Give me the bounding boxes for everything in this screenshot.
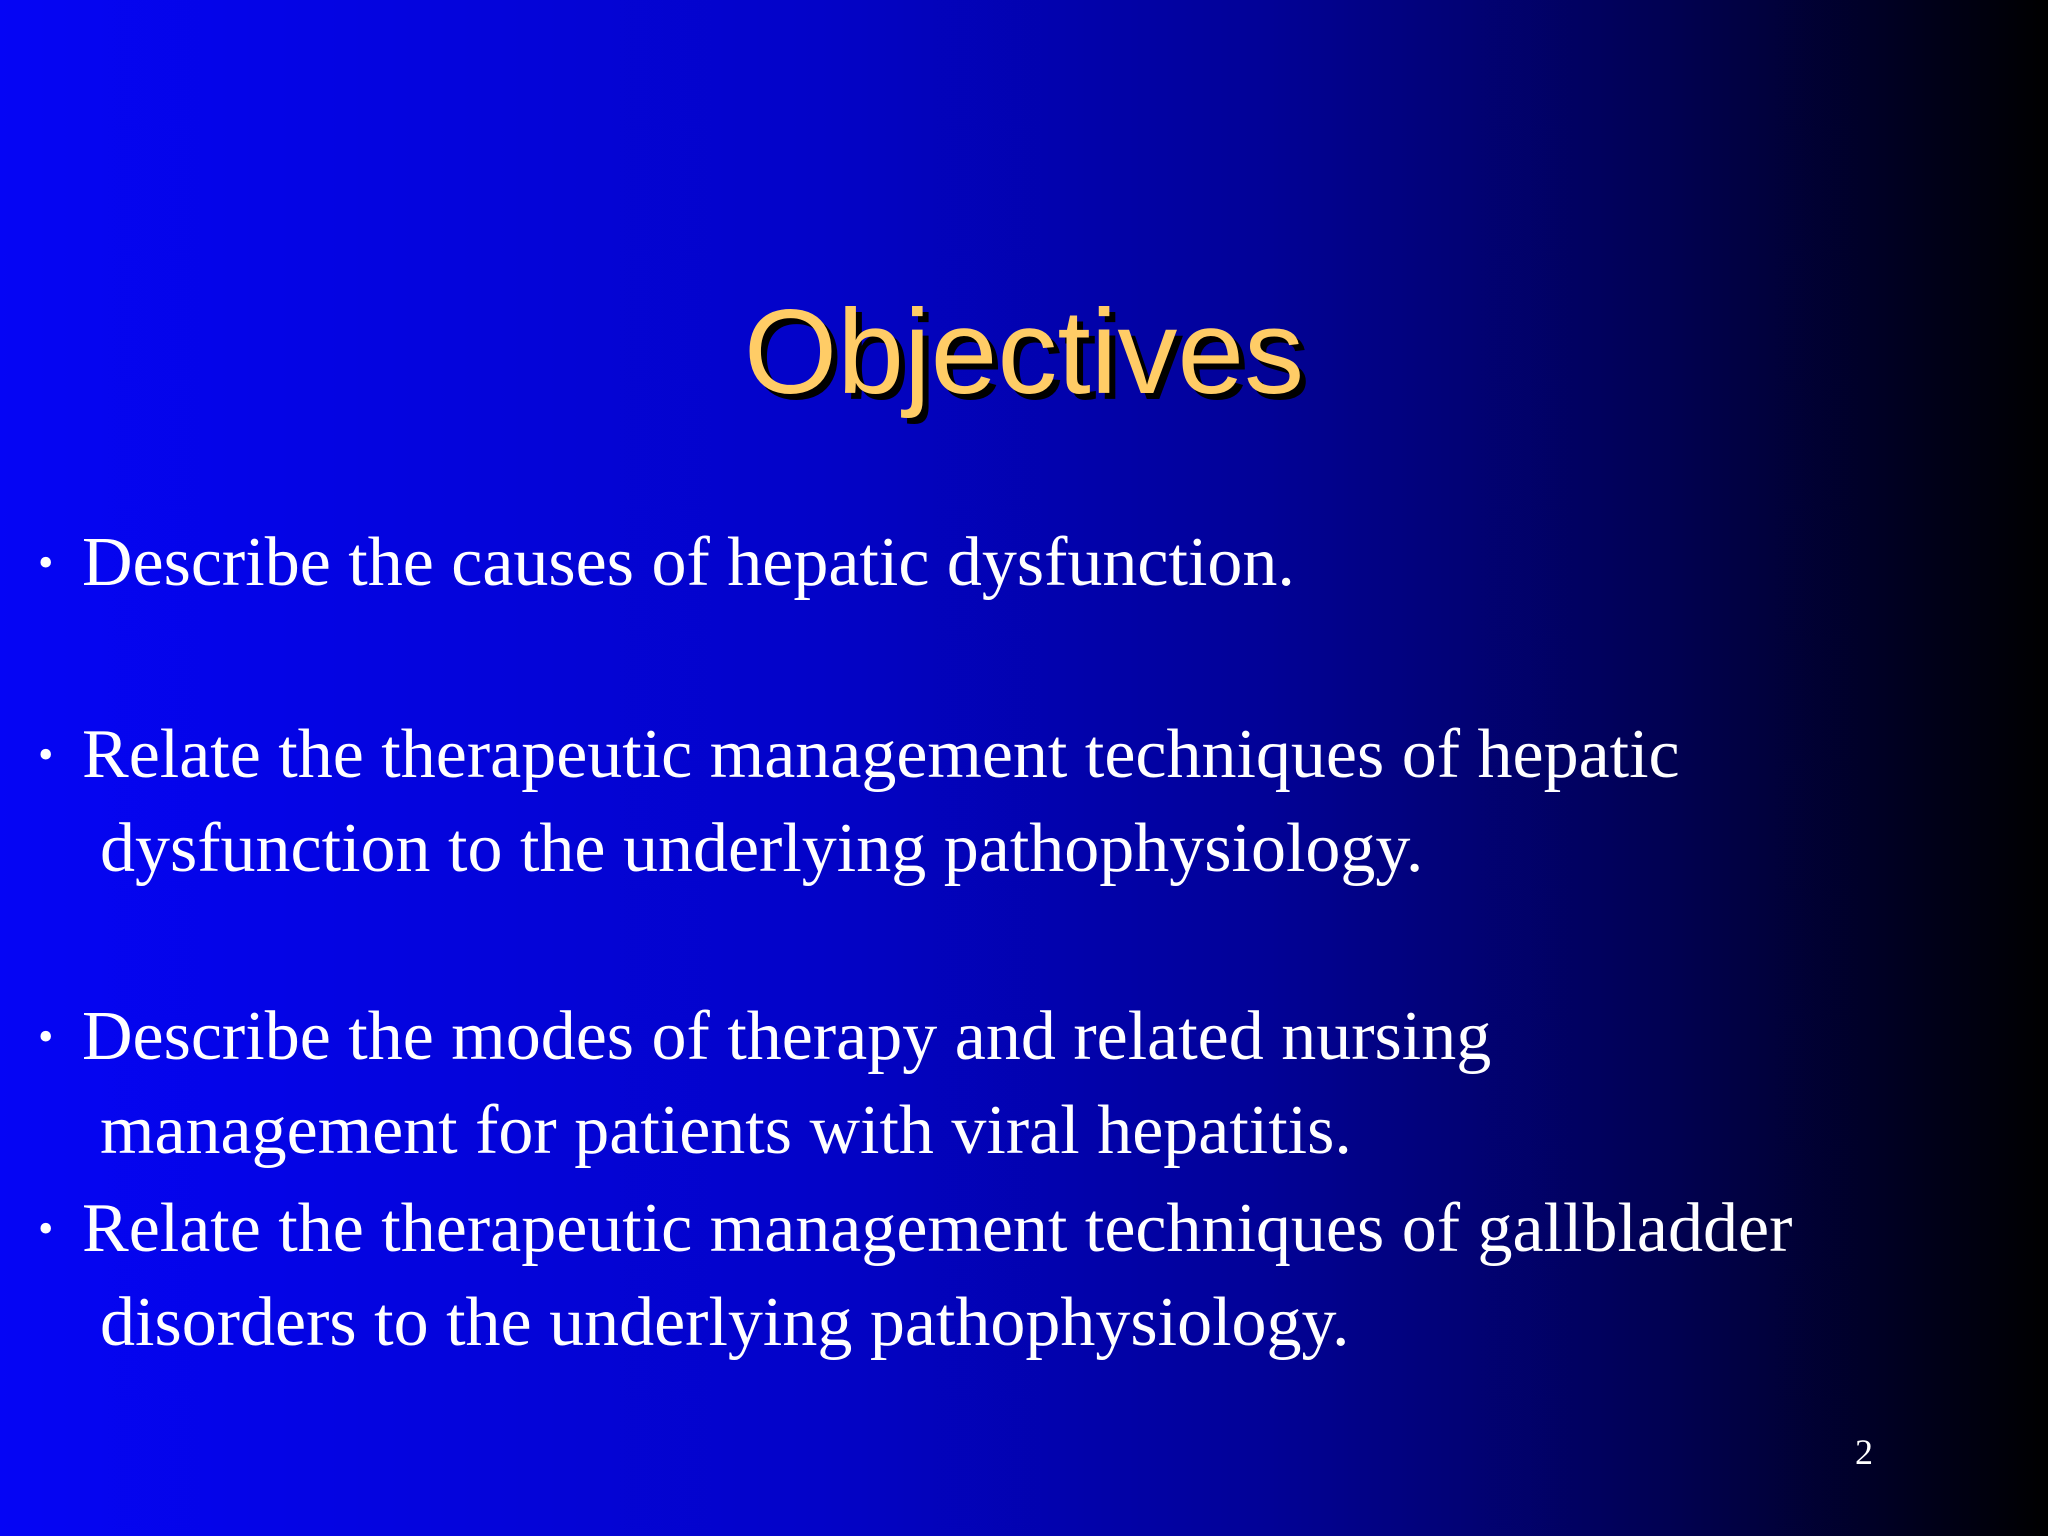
bullet-item [38,516,2038,610]
bullet-icon: • [38,1012,54,1061]
slide-number: 2 [1855,1432,1873,1472]
bullet-item [38,1182,2038,1370]
bullet-item [38,990,2038,1178]
bullet-text-continued: dysfunction to the underlying pathophysiology. [100,810,1424,887]
slide-title: Objectives [743,285,1305,419]
bullet-text: Relate the therapeutic management techniques of hepatic [82,716,1680,793]
bullet-icon: • [38,1204,54,1253]
bullet-text: Describe the modes of therapy and related nursing [82,998,1492,1075]
bullet-icon: • [38,538,54,587]
bullet-item [38,708,2038,896]
bullet-text-continued: management for patients with viral hepatitis. [100,1092,1352,1169]
bullet-text: Relate the therapeutic management techniques of gallbladder [82,1190,1793,1267]
bullet-icon: • [38,730,54,779]
bullet-text-continued: disorders to the underlying pathophysiology. [100,1284,1350,1361]
bullet-text: Describe the causes of hepatic dysfunction. [82,524,1295,601]
